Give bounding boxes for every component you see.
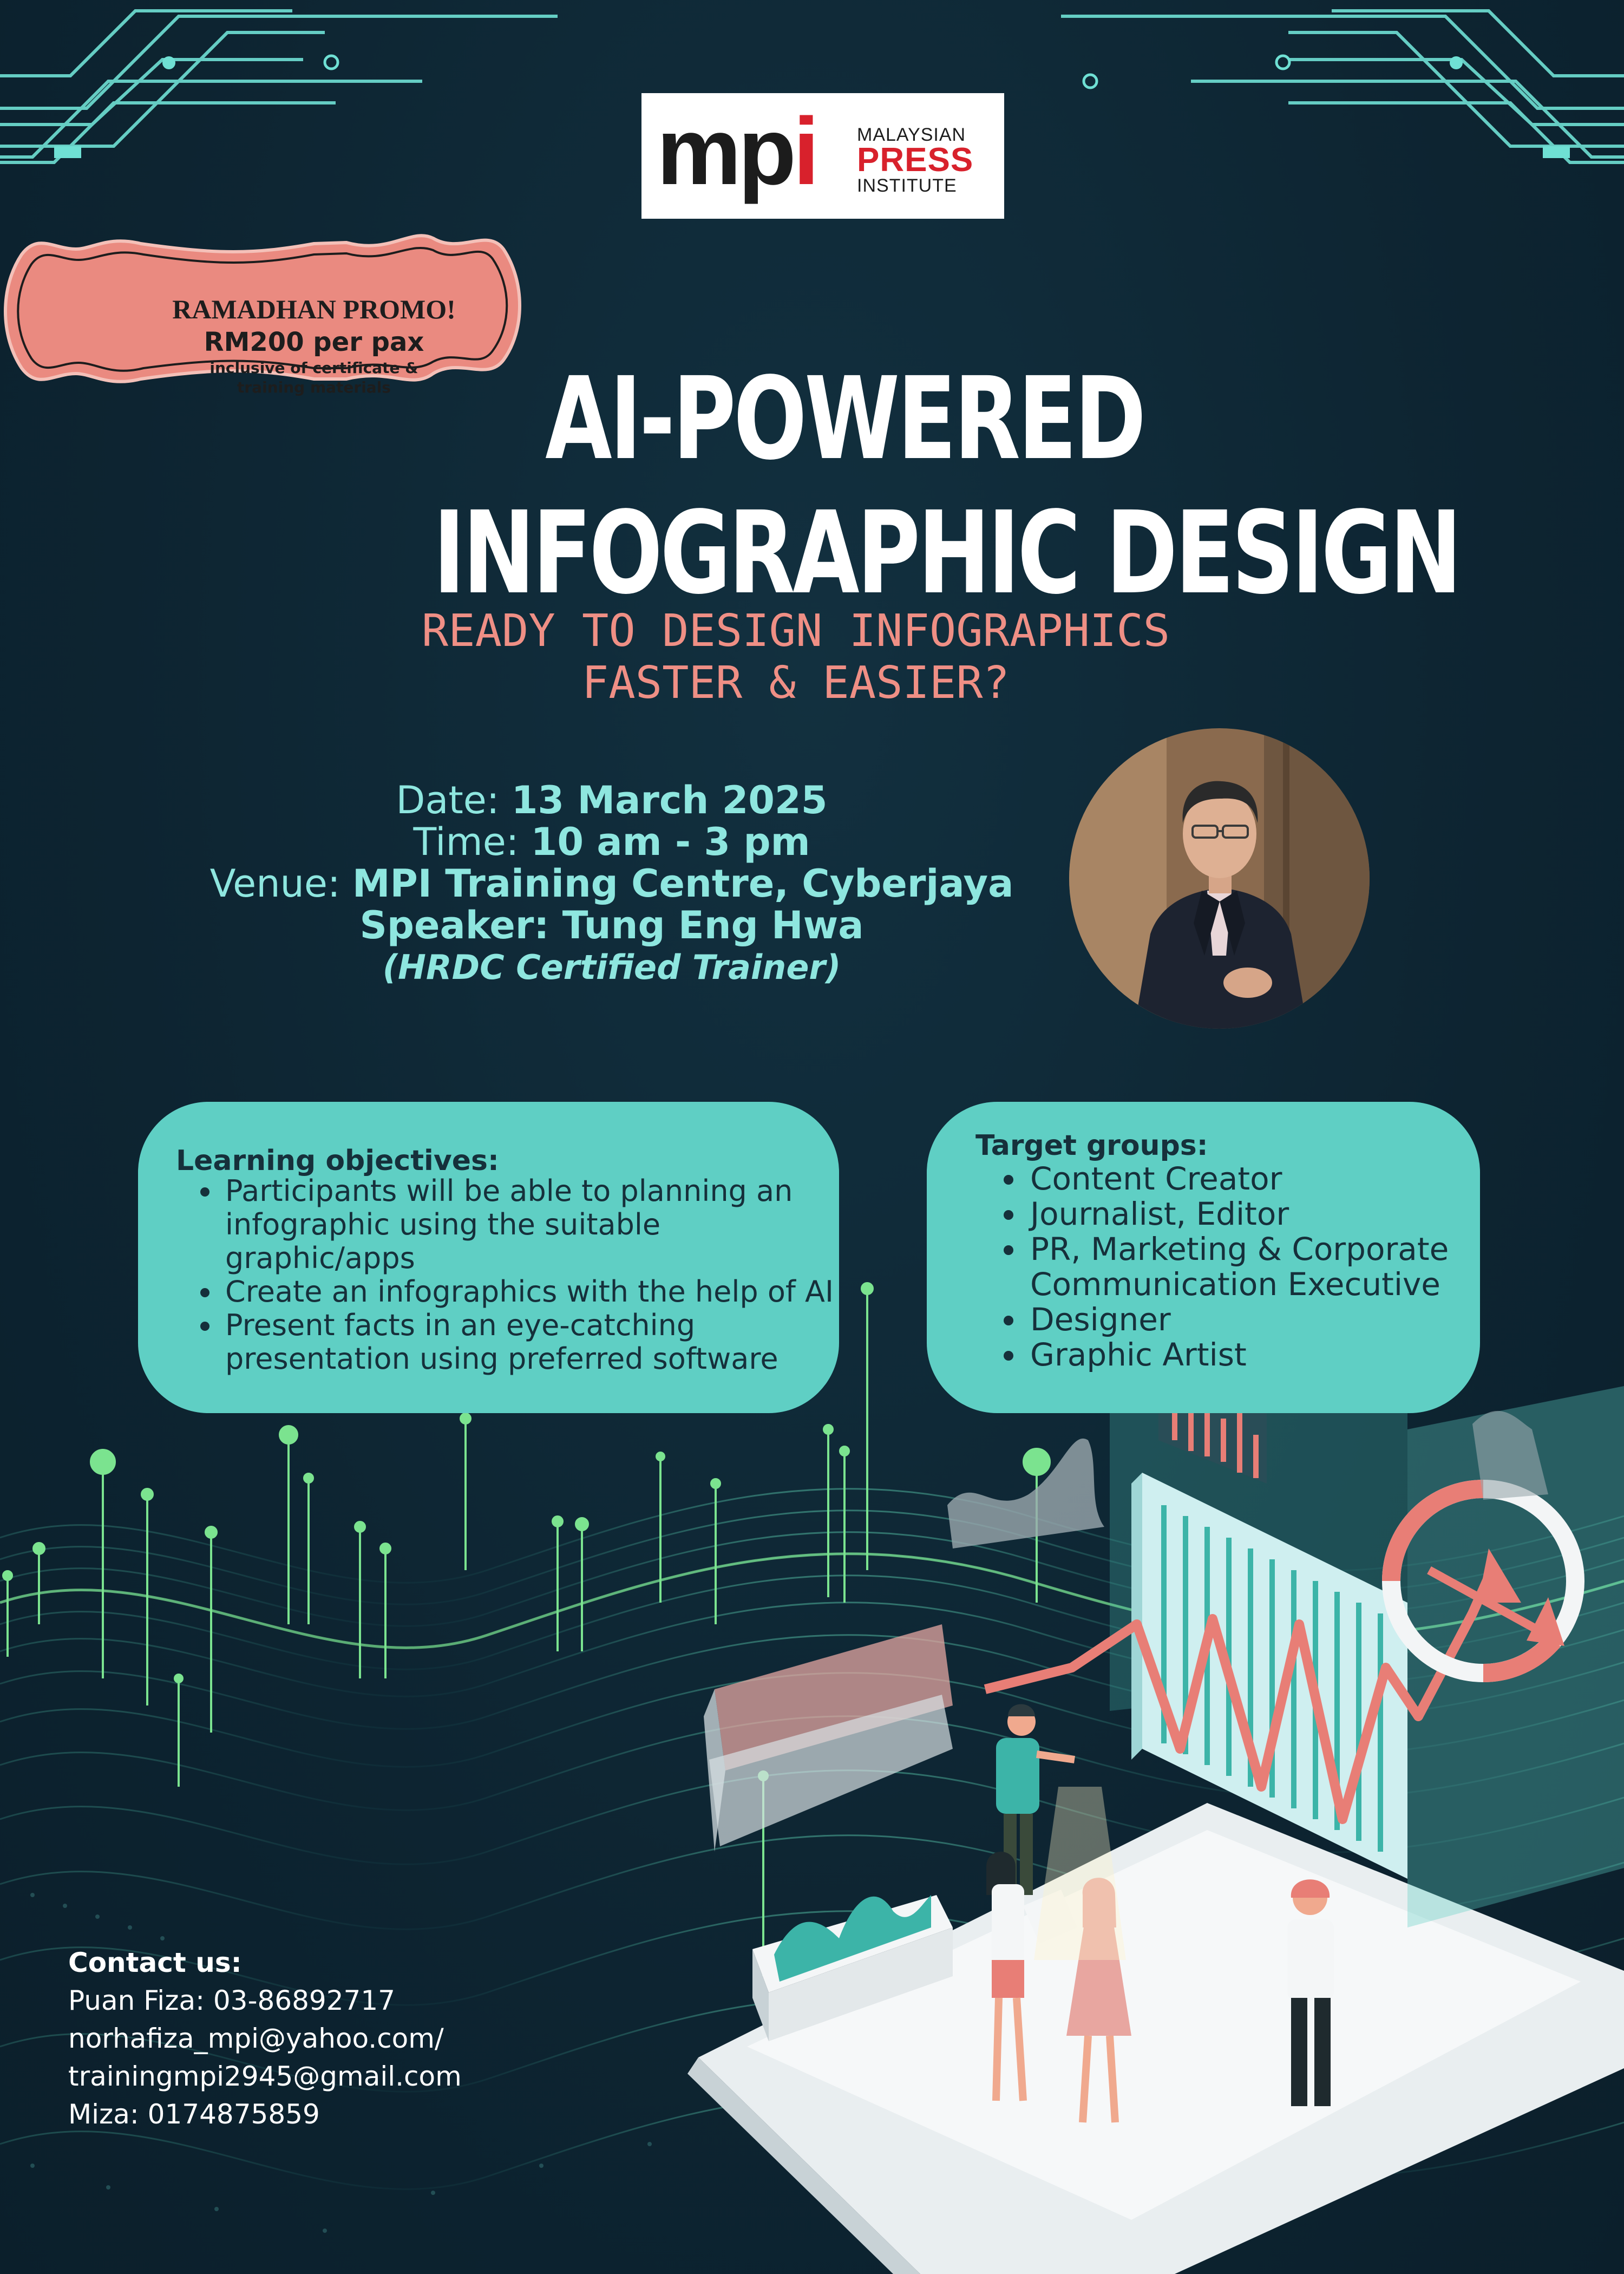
page-subtitle [303, 605, 1288, 709]
contact-heading: Contact us: [68, 1947, 242, 1978]
subtitle-line-2: FASTER & EASIER? [582, 657, 1010, 709]
page-title [433, 352, 1460, 620]
logo-mark-accent: i [793, 99, 816, 205]
speaker-certification: (HRDC Certified Trainer) [382, 948, 841, 987]
speaker-row: Speaker: Tung Eng Hwa [359, 903, 864, 948]
speaker-photo [1069, 728, 1370, 1029]
target-groups-card [927, 1102, 1480, 1413]
date-row [162, 780, 1061, 821]
logo-line-2: PRESS [857, 141, 974, 179]
date-label: Date: [396, 778, 512, 822]
promo-note-line-1: inclusive of certificate & [209, 359, 418, 377]
target-groups-list [997, 1161, 1503, 1373]
venue-label: Venue: [209, 861, 352, 906]
promo-note-line-2: training materials [237, 378, 391, 396]
mpi-logo [641, 93, 1004, 219]
title-line-2: INFOGRAPHIC DESIGN [433, 487, 1460, 619]
date-value: 13 March 2025 [511, 778, 828, 822]
promo-price: RM200 per pax [204, 327, 424, 357]
contact-email-2: trainingmpi2945@gmail.com [68, 2061, 462, 2092]
logo-mark-main: mp [657, 99, 793, 205]
logo-line-1: MALAYSIAN [857, 125, 966, 145]
venue-row [162, 863, 1061, 905]
contact-info [68, 1944, 610, 2133]
logo-wordmark [857, 125, 998, 196]
list-item: • Participants will be able to planning an infographic using the suitable graphic/apps [222, 1174, 850, 1275]
learning-objectives-card [138, 1102, 839, 1413]
list-item: • Present facts in an eye-catching presentation using preferred software [222, 1309, 850, 1376]
learning-objectives-list [192, 1174, 850, 1376]
list-item: • Graphic Artist [1027, 1337, 1503, 1373]
logo-line-3: INSTITUTE [857, 175, 957, 196]
list-item: • Journalist, Editor [1027, 1197, 1503, 1232]
learning-objectives-heading: Learning objectives: [176, 1145, 499, 1177]
promo-title: RAMADHAN PROMO! [172, 294, 456, 324]
subtitle-line-1: READY TO DESIGN INFOGRAPHICS [421, 605, 1170, 657]
event-details [162, 780, 1061, 988]
logo-mark [657, 99, 816, 205]
contact-phone-fiza: Puan Fiza: 03-86892717 [68, 1985, 395, 2016]
contact-phone-miza: Miza: 0174875859 [68, 2099, 320, 2130]
title-line-1: AI-POWERED [545, 352, 1144, 485]
list-item: • Create an infographics with the help of AI [222, 1275, 850, 1309]
time-value: 10 am - 3 pm [531, 820, 810, 864]
list-item: • Content Creator [1027, 1161, 1503, 1197]
time-label: Time: [413, 820, 531, 864]
contact-email-1: norhafiza_mpi@yahoo.com/ [68, 2023, 444, 2054]
time-row [162, 821, 1061, 863]
list-item: • Designer [1027, 1302, 1503, 1337]
target-groups-heading: Target groups: [975, 1129, 1208, 1162]
venue-value: MPI Training Centre, Cyberjaya [352, 861, 1014, 906]
list-item: • PR, Marketing & Corporate Communication Executive [1027, 1232, 1503, 1302]
